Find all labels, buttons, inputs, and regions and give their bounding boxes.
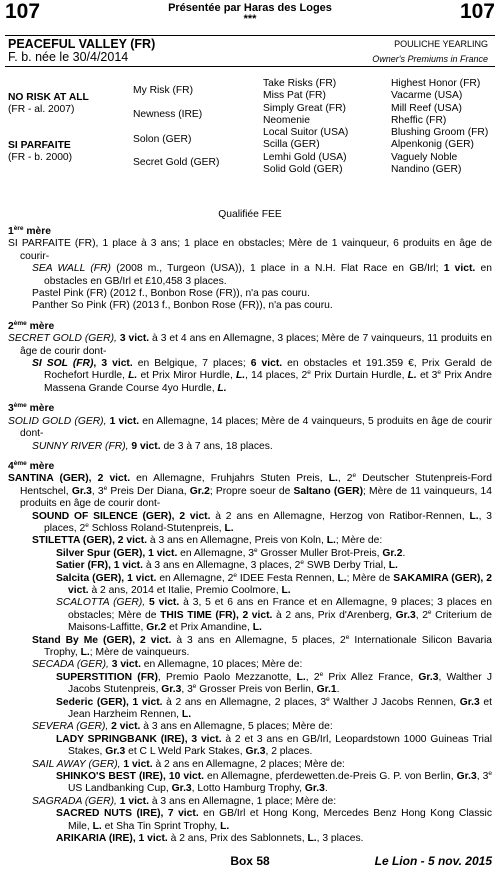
header-rule: [5, 35, 495, 36]
produce-record: [8, 226, 492, 846]
pedigree-gen3: Simply Great (FR): [263, 103, 346, 114]
sire-name: NO RISK AT ALL: [8, 92, 89, 103]
produce-entry: SEA WALL (FR) (2008 m., Turgeon (USA)), 1 place in a N.H. Flat Race en GB/Irl; 1 vict. en obstacles en GB/Irl et £10,458 3 places.: [32, 263, 492, 287]
produce-entry: Pastel Pink (FR) (2012 f., Bonbon Rose (FR)), n'a pas couru.: [32, 288, 310, 300]
produce-entry: SECADA (GER), 3 vict. en Allemagne, 10 places; Mère de:: [32, 659, 303, 671]
sire-detail: (FR - al. 2007): [8, 104, 75, 115]
produce-entry: SUPERSTITION (FR), Premio Paolo Mezzanotte, L., 2e Prix Allez France, Gr.3, Walther J Jacobs Stutenpreis, Gr.3, 3e Grosser Preis von Berlin, Gr.1.: [56, 670, 492, 696]
qualification: Qualifiée FEE: [218, 209, 282, 220]
horse-sex: POULICHE YEARLING: [394, 39, 488, 49]
pedigree-gen3: Take Risks (FR): [263, 78, 337, 89]
produce-entry: SUNNY RIVER (FR), 9 vict. de 3 à 7 ans, 18 places.: [32, 440, 273, 452]
produce-entry: SAGRADA (GER), 1 vict. à 3 ans en Allemagne, 1 place; Mère de:: [32, 795, 337, 807]
produce-entry: Sederic (GER), 1 vict. à 2 ans en Allemagne, 2 places, 3e Walther J Jacobs Rennen, Gr.3 et Jean Harzheim Rennen, L.: [56, 695, 493, 721]
produce-entry: SCALOTTA (GER), 5 vict. à 3, 5 et 6 ans en France et en Allemagne, 9 places; 3 places en obstacles; Mère de THIS TIME (FR), 2 vict. à 2 ans, Prix d'Arenberg, Gr.3, 2e Criterium de Maisons-Laffitte, Gr.2 et Prix Amandine, L.: [56, 597, 492, 634]
consignor-stars: ***: [243, 13, 257, 25]
pedigree-gen3: Lemhi Gold (USA): [263, 152, 347, 163]
produce-entry: SEVERA (GER), 2 vict. à 3 ans en Allemagne, 5 places; Mère de:: [32, 721, 333, 733]
pedigree-gen4: Rheffic (FR): [391, 115, 447, 126]
horse-name: PEACEFUL VALLEY (FR): [8, 37, 156, 51]
consignor: [0, 0, 500, 25]
box-number: Box 58: [230, 854, 270, 868]
pedigree-table: [0, 78, 500, 206]
produce-entry: SACRED NUTS (IRE), 7 vict. en GB/Irl et Hong Kong, Mercedes Benz Hong Kong Classic Mile, L. et Sha Tin Sprint Trophy, L.: [56, 808, 492, 832]
produce-entry: ARIKARIA (IRE), 1 vict. à 2 ans, Prix des Sablonnets, L., 3 places.: [56, 833, 364, 845]
pedigree-rule: [5, 66, 495, 67]
horse-birth: F. b. née le 30/4/2014: [8, 50, 129, 64]
produce-entry: SI SOL (FR), 3 vict. en Belgique, 7 places; 6 vict. en obstacles et 191.359 €, Prix Gerald de Rochefort Hurdle, L. et Prix Miror Hurdle, L., 14 places, 2e Prix Durtain Hurdle, L. et 3e Prix Andre Massena Grande Course 4yo Hurdle, L.: [32, 358, 493, 394]
produce-entry: Silver Spur (GER), 1 vict. en Allemagne, 3e Grosser Muller Brot-Preis, Gr.2.: [56, 546, 406, 559]
pedigree-gen2: Newness (IRE): [133, 109, 203, 120]
pedigree-gen4: Highest Honor (FR): [391, 78, 481, 89]
pedigree-gen4: Blushing Groom (FR): [391, 127, 489, 138]
consignor-name: Présentée par Haras des Loges: [168, 2, 332, 14]
produce-entry: SHINKO'S BEST (IRE), 10 vict. en Allemagne, pferdewetten.de-Preis G. P. von Berlin, Gr.3, 3e US Landbanking Cup, Gr.3, Lotto Hamburg Trophy, Gr.3.: [56, 770, 492, 795]
pedigree-gen3: Local Suitor (USA): [263, 127, 349, 138]
pedigree-gen3: Solid Gold (GER): [263, 164, 343, 175]
sale-date: Le Lion - 5 nov. 2015: [374, 854, 492, 868]
owner-premiums: Owner's Premiums in France: [372, 54, 488, 64]
produce-entry: SAIL AWAY (GER), 1 vict. à 2 ans en Allemagne, 2 places; Mère de:: [32, 758, 345, 770]
pedigree-gen4: Vaguely Noble: [391, 152, 458, 163]
pedigree-gen4: Mill Reef (USA): [391, 103, 462, 114]
dam-entry: SANTINA (GER), 2 vict. en Allemagne, Fruhjahrs Stuten Preis, L., 2e Deutscher Stutenpreis-Ford Hentschel, Gr.3, 3e Preis Der Diana, Gr.2; Propre soeur de Saltano (GER); Mère de 11 vainqueurs, 14 produits en âge de courir dont-: [8, 472, 493, 510]
pedigree-gen3: Neomenie: [263, 115, 310, 126]
lot-number-left: 107: [5, 0, 41, 23]
pedigree-gen3: Scilla (GER): [263, 139, 320, 150]
pedigree-gen2: My Risk (FR): [133, 85, 194, 96]
produce-entry: SOUND OF SILENCE (GER), 2 vict. à 2 ans en Allemagne, Herzog von Ratibor-Rennen, L., 3 places, 2e Schloss Roland-Stutenpreis, L.: [32, 510, 492, 534]
section-heading-first-dam: 1ère mère: [8, 225, 51, 237]
pedigree-gen4: Vacarme (USA): [391, 90, 463, 101]
dam-entry: SI PARFAITE (FR), 1 place à 3 ans; 1 place en obstacles; Mère de 1 vainqueur, 6 produits en âge de courir-: [8, 238, 492, 262]
pedigree-gen2: Secret Gold (GER): [133, 157, 220, 168]
pedigree-gen4: Nandino (GER): [391, 164, 462, 175]
produce-entry: Salcita (GER), 1 vict. en Allemagne, 2e IDEE Festa Rennen, L.; Mère de SAKAMIRA (GER), 2 vict. à 2 ans, 2014 et Italie, Premio Coolmore, L.: [56, 571, 492, 596]
produce-entry: Stand By Me (GER), 2 vict. à 3 ans en Allemagne, 5 places, 2e Internationale Silicon Bavaria Trophy, L.; Mère de vainqueurs.: [32, 633, 492, 658]
section-heading-third-dam: 3ème mère: [8, 402, 55, 415]
section-heading-fourth-dam: 4ème mère: [8, 459, 55, 472]
produce-entry: Panther So Pink (FR) (2013 f., Bonbon Rose (FR)), n'a pas couru.: [32, 300, 333, 312]
section-heading-second-dam: 2ème mère: [8, 319, 55, 332]
pedigree-gen3: Miss Pat (FR): [263, 90, 326, 101]
dam-detail: (FR - b. 2000): [8, 152, 73, 163]
dam-name: SI PARFAITE: [8, 140, 71, 151]
produce-entry: Satier (FR), 1 vict. à 3 ans en Allemagne, 3 places, 2e SWB Derby Trial, L.: [56, 559, 398, 572]
lot-number-right: 107: [459, 0, 495, 23]
dam-entry: SECRET GOLD (GER), 3 vict. à 3 et 4 ans en Allemagne, 3 places; Mère de 7 vainqueurs, 11 produits en âge de courir dont-: [8, 333, 492, 357]
pedigree-gen2: Solon (GER): [133, 134, 192, 145]
dam-entry: SOLID GOLD (GER), 1 vict. en Allemagne, 14 places; Mère de 4 vainqueurs, 5 produits en âge de courir dont-: [8, 415, 492, 440]
produce-entry: STILETTA (GER), 2 vict. à 3 ans en Allemagne, Preis von Koln, L.; Mère de:: [32, 535, 383, 547]
produce-entry: LADY SPRINGBANK (IRE), 3 vict. à 2 et 3 ans en GB/Irl, Leopardstown 1000 Guineas Trial Stakes, Gr.3 et C L Weld Park Stakes, Gr.3, 2 places.: [56, 733, 492, 758]
pedigree-gen4: Alpenkonig (GER): [391, 139, 474, 150]
